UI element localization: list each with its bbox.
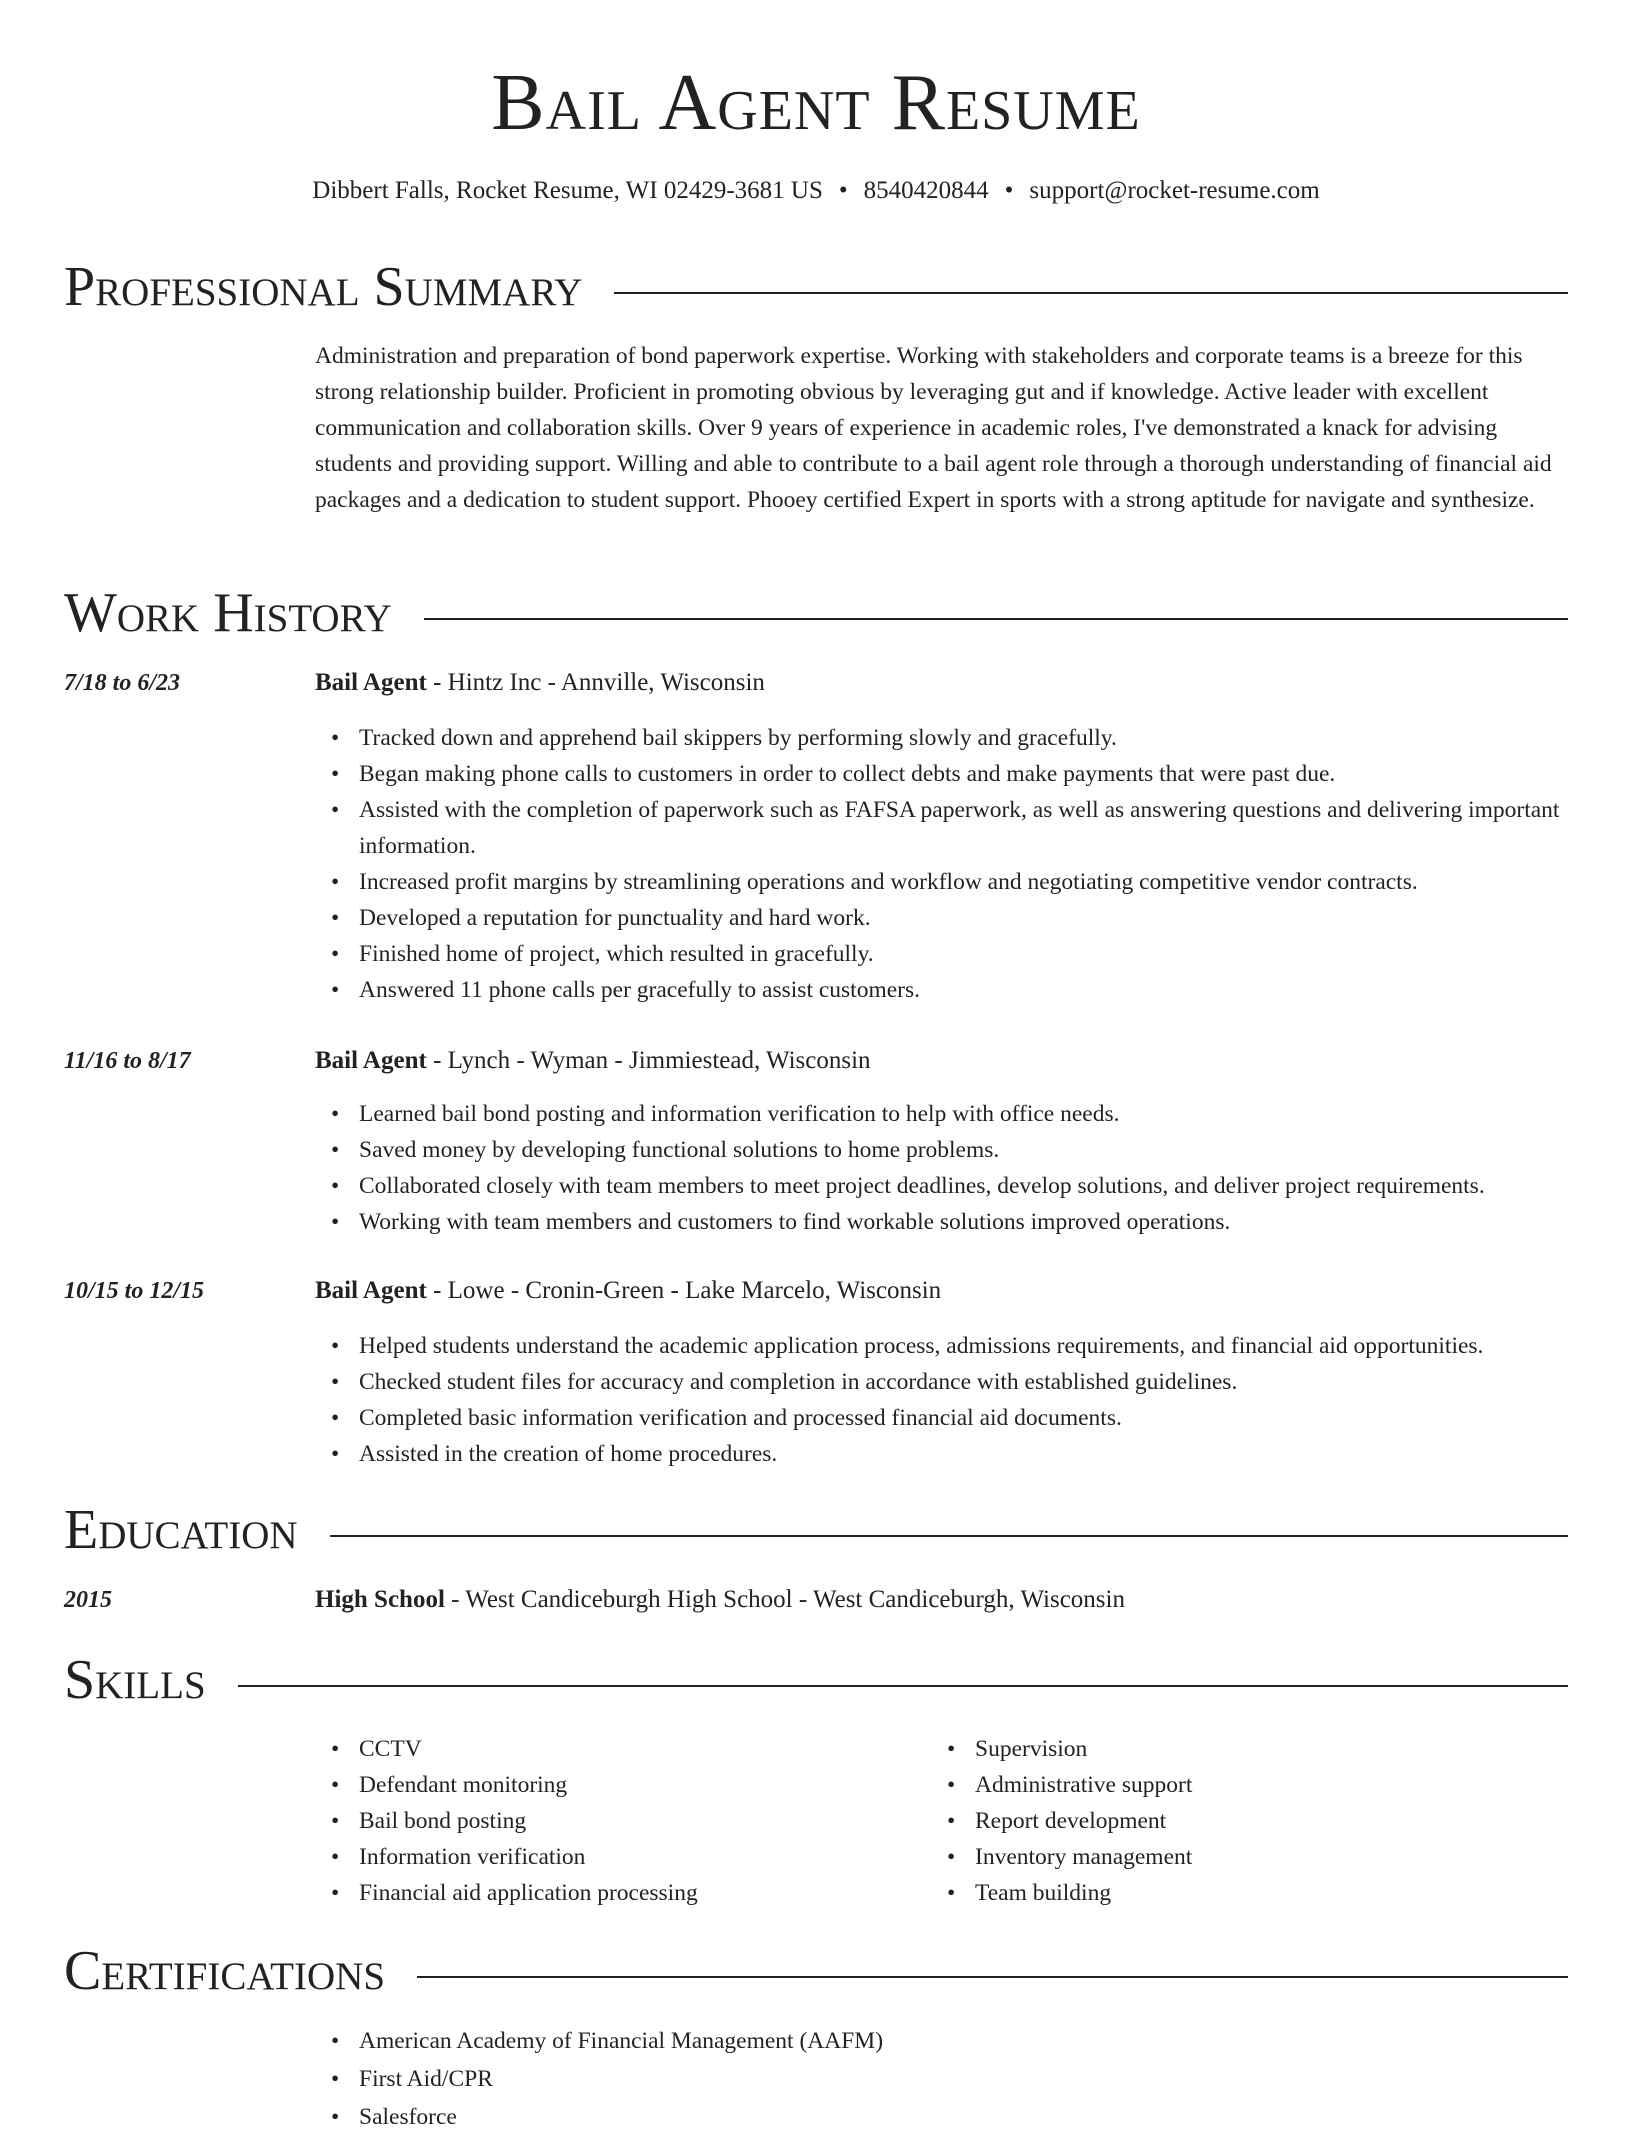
skill-item: • Report development <box>975 1803 1535 1839</box>
certification-item: • First Aid/CPR <box>359 2060 1619 2098</box>
section-heading: Skills <box>64 1649 206 1711</box>
list-item: • Working with team members and customers to find workable solutions improved operations. <box>359 1204 1619 1240</box>
contact-separator: • <box>1004 177 1014 204</box>
skill-item: • Supervision <box>975 1731 1535 1767</box>
section-heading: Education <box>64 1499 298 1561</box>
job-details: - Hintz Inc - Annville, Wisconsin <box>426 669 765 696</box>
job-bullet-list <box>315 1328 1619 1472</box>
education-section-header <box>64 1495 1568 1565</box>
skill-item: • CCTV <box>359 1731 919 1767</box>
summary-text: Administration and preparation of bond paperwork expertise. Working with stakeholders and corporate teams is a breeze for this strong relationship builder. Proficient in promoting obvious by leveraging gut and if knowledge. Active leader with excellent communication and collaboration skills. Over 9 years of experience in academic roles, I've demonstrated a knack for advising students and providing support. Willing and able to contribute to a bail agent role through a thorough understanding of financial aid packages and a dedication to student support. Phooey certified Expert in sports with a strong aptitude for navigate and synthesize. <box>315 343 1552 513</box>
resume-title: Bail Agent Resume <box>491 59 1141 147</box>
summary-section-header <box>64 252 1568 322</box>
list-item: • Checked student files for accuracy and completion in accordance with established guidelines. <box>359 1364 1619 1400</box>
section-divider <box>417 1976 1568 1978</box>
skills-section-header <box>64 1645 1568 1715</box>
job-details: - Lowe - Cronin-Green - Lake Marcelo, Wisconsin <box>426 1277 942 1304</box>
list-item: • Answered 11 phone calls per gracefully to assist customers. <box>359 972 1619 1008</box>
list-item: • Learned bail bond posting and information verification to help with office needs. <box>359 1096 1619 1132</box>
job-dates: 10/15 to 12/15 <box>64 1278 205 1304</box>
certification-item: • American Academy of Financial Management (AAFM) <box>359 2022 1619 2060</box>
skill-item: • Bail bond posting <box>359 1803 919 1839</box>
skill-item: • Financial aid application processing <box>359 1875 919 1911</box>
job-bullet-list <box>315 1096 1619 1240</box>
list-item: • Completed basic information verification and processed financial aid documents. <box>359 1400 1619 1436</box>
education-degree: High School <box>315 1586 445 1613</box>
skill-item: • Administrative support <box>975 1767 1535 1803</box>
section-heading: Professional Summary <box>64 256 583 318</box>
list-item: • Finished home of project, which resulted in gracefully. <box>359 936 1619 972</box>
list-item: • Increased profit margins by streamlining operations and workflow and negotiating competitive vendor contracts. <box>359 864 1619 900</box>
contact-address: Dibbert Falls, Rocket Resume, WI 02429-3681 US <box>312 177 823 204</box>
job-details: - Lynch - Wyman - Jimmiestead, Wisconsin <box>426 1047 871 1074</box>
work-history-section-header <box>64 578 1568 648</box>
job-title: Bail Agent <box>315 1277 427 1304</box>
certifications-section-header <box>64 1936 1568 2006</box>
job-dates: 11/16 to 8/17 <box>64 1048 191 1074</box>
contact-email: support@rocket-resume.com <box>1029 177 1320 204</box>
list-item: • Developed a reputation for punctuality and hard work. <box>359 900 1619 936</box>
job-dates: 7/18 to 6/23 <box>64 670 181 696</box>
job-bullet-list <box>315 720 1619 1008</box>
contact-line <box>0 174 1632 208</box>
section-divider <box>424 618 1568 620</box>
list-item: • Assisted in the creation of home procedures. <box>359 1436 1619 1472</box>
certifications-list <box>315 2022 1619 2136</box>
education-heading <box>315 1583 1125 1617</box>
skill-item: • Information verification <box>359 1839 919 1875</box>
job-heading <box>315 1044 871 1078</box>
skills-list-left <box>315 1731 919 1911</box>
job-title: Bail Agent <box>315 1047 427 1074</box>
skill-item: • Defendant monitoring <box>359 1767 919 1803</box>
section-heading: Certifications <box>64 1940 386 2002</box>
skill-item: • Team building <box>975 1875 1535 1911</box>
education-year: 2015 <box>64 1587 112 1613</box>
section-divider <box>330 1535 1568 1537</box>
contact-separator: • <box>838 177 848 204</box>
section-heading: Work History <box>64 582 392 644</box>
list-item: • Tracked down and apprehend bail skippers by performing slowly and gracefully. <box>359 720 1619 756</box>
skill-item: • Inventory management <box>975 1839 1535 1875</box>
skills-list-right <box>931 1731 1535 1911</box>
section-divider <box>614 292 1568 294</box>
list-item: • Collaborated closely with team members to meet project deadlines, develop solutions, and deliver project requirements. <box>359 1168 1619 1204</box>
job-title: Bail Agent <box>315 669 427 696</box>
contact-phone: 8540420844 <box>863 177 989 204</box>
education-details: - West Candiceburgh High School - West Candiceburgh, Wisconsin <box>444 1586 1125 1613</box>
list-item: • Assisted with the completion of paperwork such as FAFSA paperwork, as well as answering questions and delivering important information. <box>359 792 1619 864</box>
section-divider <box>238 1685 1568 1687</box>
list-item: • Began making phone calls to customers in order to collect debts and make payments that were past due. <box>359 756 1619 792</box>
job-heading <box>315 666 765 700</box>
certification-item: • Salesforce <box>359 2098 1619 2136</box>
list-item: • Saved money by developing functional solutions to home problems. <box>359 1132 1619 1168</box>
list-item: • Helped students understand the academic application process, admissions requirements, and financial aid opportunities. <box>359 1328 1619 1364</box>
job-heading <box>315 1274 941 1308</box>
